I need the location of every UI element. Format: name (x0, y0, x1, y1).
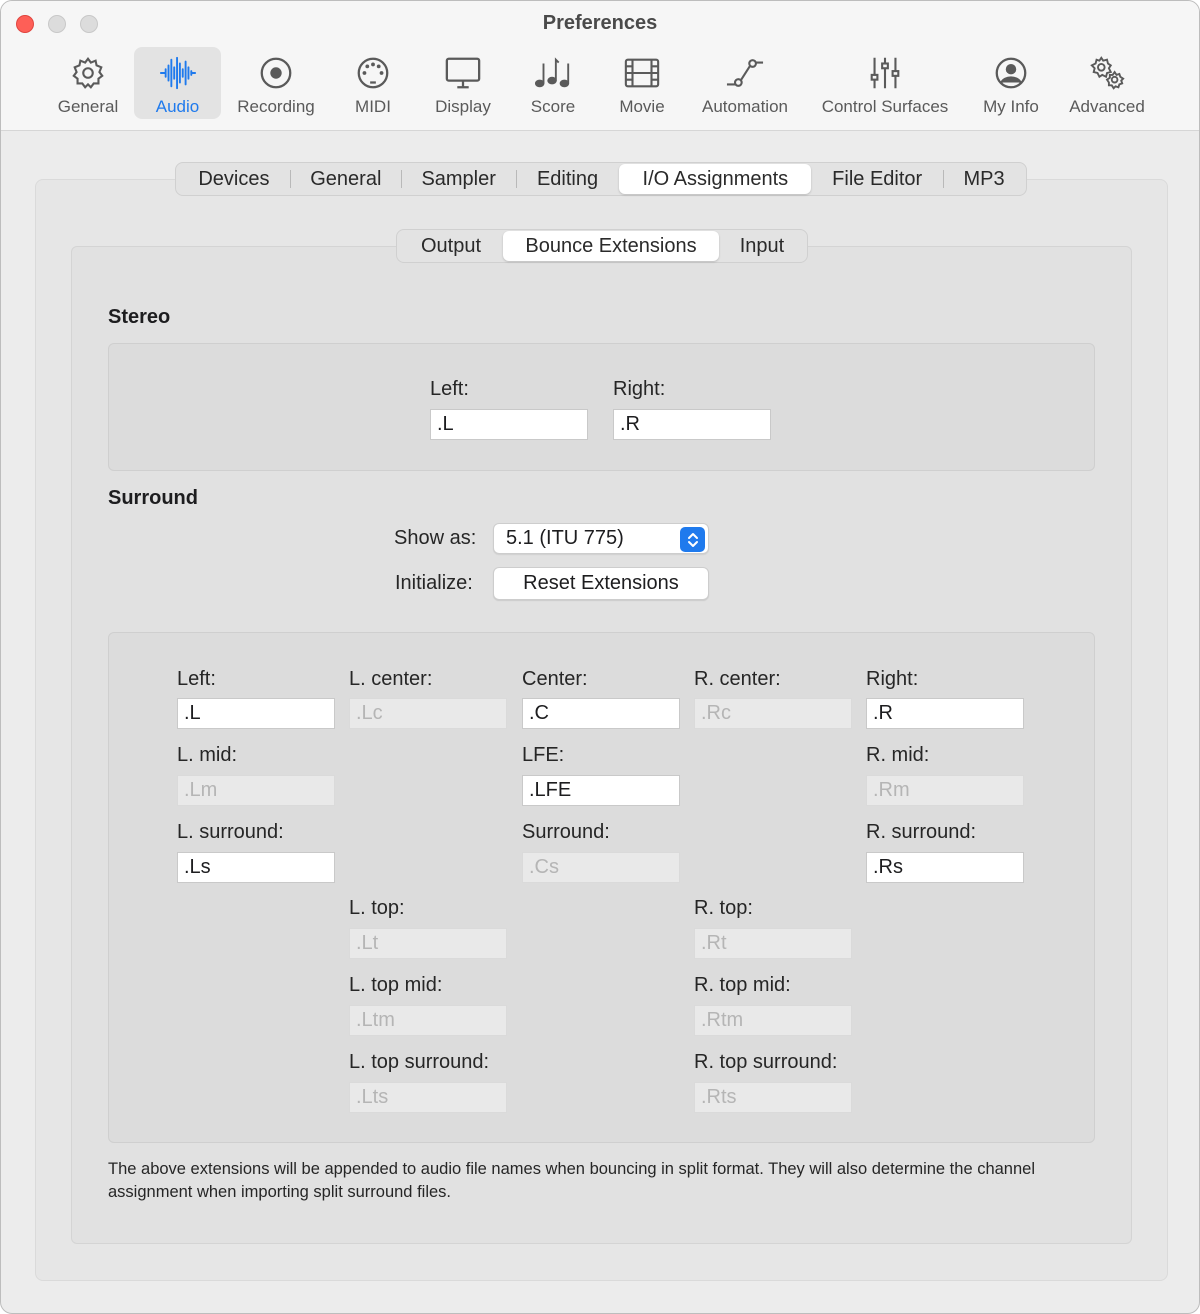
toolbar-label: MIDI (355, 97, 391, 116)
tab-general[interactable]: General (310, 167, 382, 190)
l-top-mid-field (349, 1005, 507, 1036)
tab-mp3[interactable]: MP3 (963, 167, 1005, 190)
center-surround-field (522, 852, 680, 883)
automation-curve-icon (725, 53, 765, 93)
l-mid-label: L. mid: (177, 744, 238, 766)
r-top-label: R. top: (694, 897, 753, 919)
lfe-field[interactable] (522, 775, 680, 806)
r-surround-field[interactable] (866, 852, 1024, 883)
stereo-group (108, 343, 1095, 471)
tab-sampler[interactable]: Sampler (421, 167, 496, 190)
center-surround-label: Surround: (522, 821, 610, 843)
toolbar-advanced[interactable] (1059, 47, 1155, 119)
toolbar-movie[interactable] (609, 47, 675, 119)
toolbar-label: My Info (983, 97, 1039, 116)
toolbar-label: Display (435, 97, 491, 116)
r-top-field (694, 928, 852, 959)
subtab-bounce-extensions[interactable]: Bounce Extensions (503, 231, 719, 261)
lfe-label: LFE: (522, 744, 565, 766)
r-center-label: R. center: (694, 668, 781, 690)
l-top-label: L. top: (349, 897, 405, 919)
surround-section-title: Surround (108, 487, 198, 509)
extensions-footnote: The above extensions will be appended to audio file names when bouncing in split format. They will also determine the channel assignment when importing split surround files. (108, 1160, 1036, 1201)
chevron-up-down-icon (680, 527, 705, 552)
tab-file-editor[interactable]: File Editor (832, 167, 923, 190)
stereo-left-field[interactable] (430, 409, 588, 440)
l-top-mid-label: L. top mid: (349, 974, 443, 996)
toolbar-label: Audio (155, 97, 200, 116)
tab-editing[interactable]: Editing (536, 167, 599, 190)
l-top-surround-field (349, 1082, 507, 1113)
toolbar-automation[interactable] (691, 47, 799, 119)
subtab-output[interactable]: Output (420, 234, 482, 257)
toolbar-general[interactable] (49, 47, 127, 119)
toolbar-audio[interactable] (134, 47, 221, 119)
toolbar-midi[interactable] (341, 47, 405, 119)
show-as-label: Show as: (394, 527, 477, 549)
toolbar-label: Recording (237, 97, 315, 116)
tab-devices[interactable]: Devices (198, 167, 270, 190)
r-top-mid-label: R. top mid: (694, 974, 791, 996)
person-circle-icon (991, 53, 1031, 93)
l-top-surround-label: L. top surround: (349, 1051, 490, 1073)
l-surround-label: L. surround: (177, 821, 284, 843)
toolbar-score[interactable] (521, 47, 585, 119)
record-icon (256, 53, 296, 93)
toolbar-label: Advanced (1069, 97, 1145, 116)
toolbar-label: Control Surfaces (821, 97, 949, 116)
initialize-label: Initialize: (395, 572, 473, 594)
midi-port-icon (353, 53, 393, 93)
l-surround-field[interactable] (177, 852, 335, 883)
monitor-icon (443, 53, 483, 93)
surround-left-field[interactable] (177, 698, 335, 729)
center-field[interactable] (522, 698, 680, 729)
waveform-icon (158, 53, 198, 93)
r-top-surround-label: R. top surround: (694, 1051, 838, 1073)
toolbar-label: Movie (619, 97, 665, 116)
toolbar-display[interactable] (427, 47, 499, 119)
film-icon (622, 53, 662, 93)
toolbar-label: Score (530, 97, 576, 116)
title-bar (1, 1, 1199, 131)
preferences-tab-bar (175, 162, 1027, 196)
r-top-mid-field (694, 1005, 852, 1036)
surround-format-popup[interactable] (493, 523, 709, 554)
l-mid-field (177, 775, 335, 806)
reset-extensions-button[interactable]: Reset Extensions (493, 567, 709, 600)
r-top-surround-field (694, 1082, 852, 1113)
l-center-field (349, 698, 507, 729)
r-surround-label: R. surround: (866, 821, 977, 843)
subtab-input[interactable]: Input (739, 234, 785, 257)
surround-right-field[interactable] (866, 698, 1024, 729)
tab-io-assignments[interactable]: I/O Assignments (619, 164, 811, 194)
l-center-label: L. center: (349, 668, 433, 690)
center-label: Center: (522, 668, 588, 690)
surround-format-value: 5.1 (ITU 775) (506, 527, 624, 549)
toolbar-recording[interactable] (229, 47, 323, 119)
gears-icon (1087, 53, 1127, 93)
toolbar-label: Automation (702, 97, 788, 116)
io-subtab-bar (396, 229, 808, 263)
stereo-right-label: Right: (613, 378, 666, 400)
r-mid-field (866, 775, 1024, 806)
window-title: Preferences (542, 12, 658, 34)
faders-icon (865, 53, 905, 93)
l-top-field (349, 928, 507, 959)
toolbar-my-info[interactable] (973, 47, 1049, 119)
toolbar-control-surfaces[interactable] (809, 47, 961, 119)
gear-icon (68, 53, 108, 93)
r-center-field (694, 698, 852, 729)
r-mid-label: R. mid: (866, 744, 930, 766)
stereo-right-field[interactable] (613, 409, 771, 440)
surround-right-label: Right: (866, 668, 919, 690)
stereo-section-title: Stereo (108, 306, 171, 328)
music-notes-icon (533, 53, 573, 93)
surround-left-label: Left: (177, 668, 216, 690)
stereo-left-label: Left: (430, 378, 469, 400)
toolbar-label: General (57, 97, 119, 116)
